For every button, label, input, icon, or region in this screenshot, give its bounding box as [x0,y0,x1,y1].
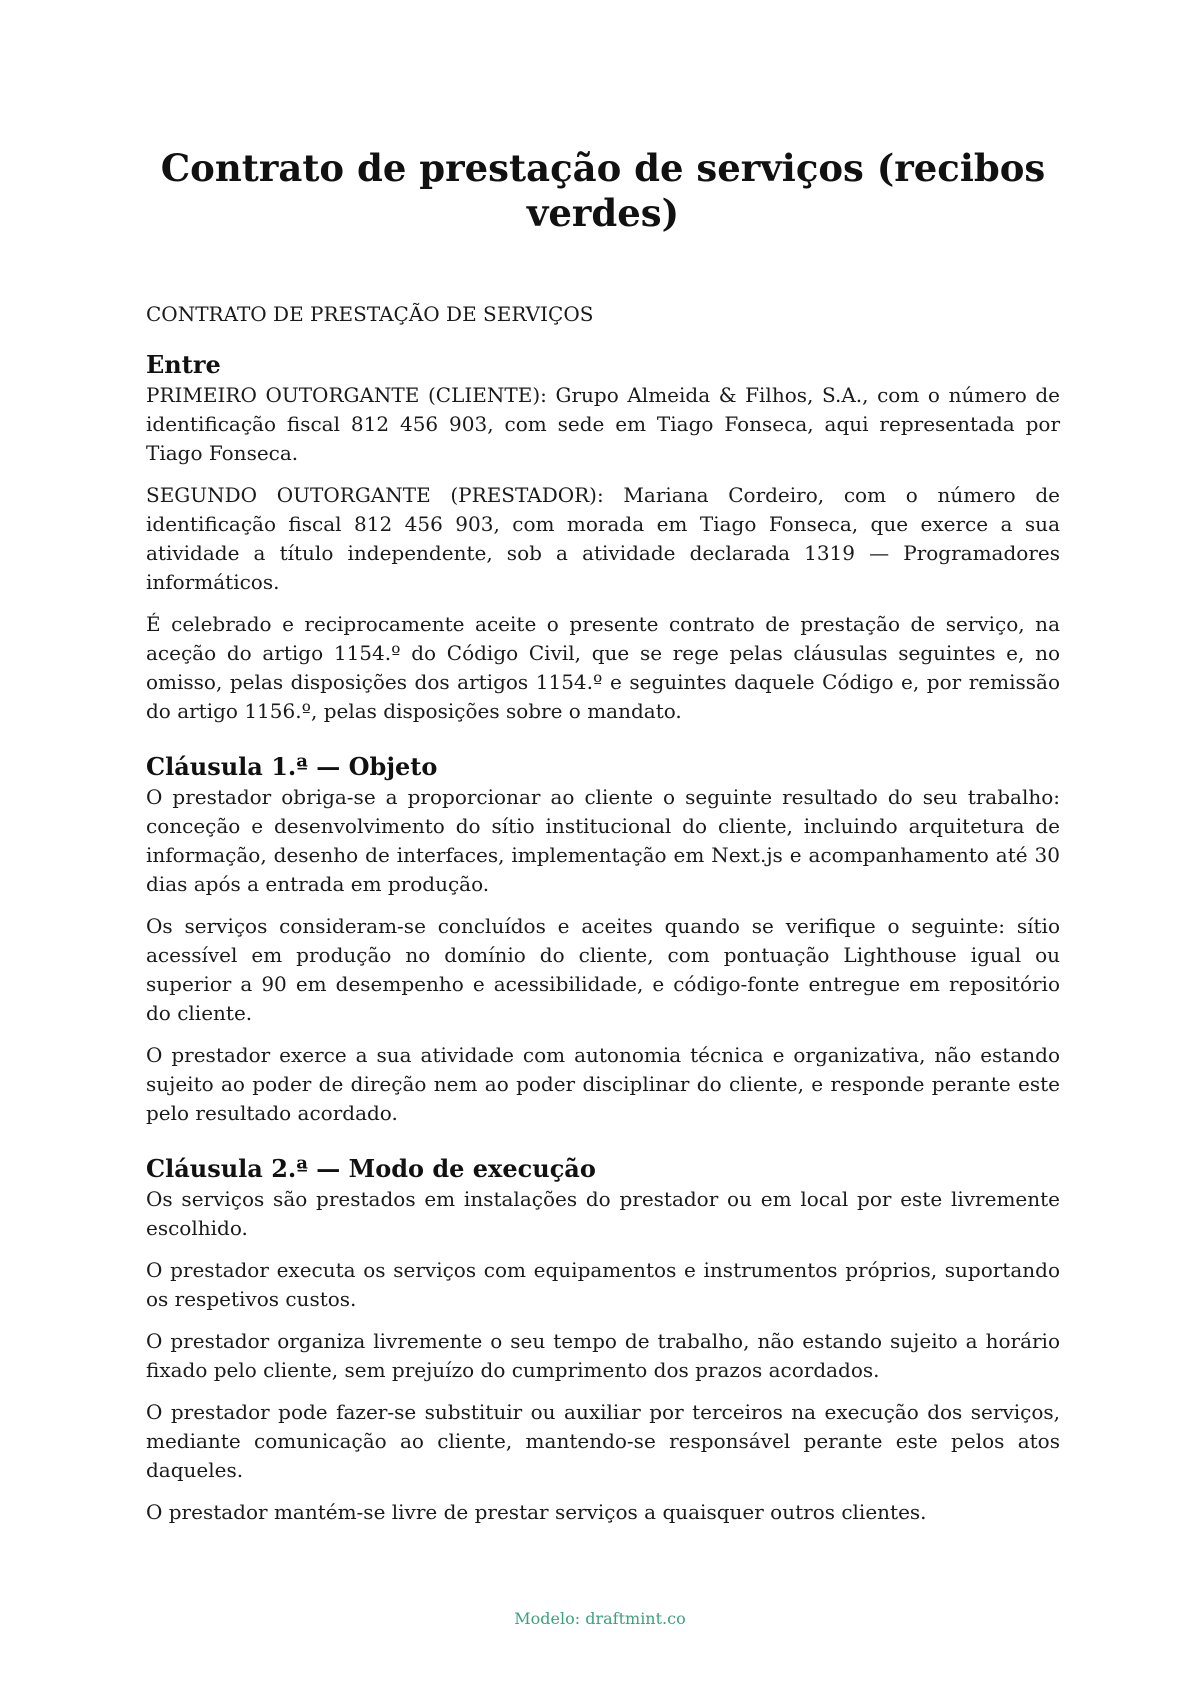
clause-1-section [146,751,1060,1128]
document-page [146,0,1060,1527]
clause-1-paragraph: O prestador obriga-se a proporcionar ao cliente o seguinte resultado do seu trabalho: conceção e desenvolvimento do sítio institucional do cliente, incluindo arquitetura de informação, desenho de interfaces, implementação em Next.js e acompanhamento até 30 dias após a entrada em produção. [146,785,1060,896]
clause-1-paragraph: Os serviços consideram-se concluídos e aceites quando se verifique o seguinte: sítio acessível em produção no domínio do cliente, com pontuação Lighthouse igual ou superior a 90 em desempenho e acessibilidade, e código-fonte entregue em repositório do cliente. [146,914,1060,1025]
parties-section [146,349,1060,726]
party-second-paragraph: SEGUNDO OUTORGANTE (PRESTADOR): Mariana Cordeiro, com o número de identificação fiscal 812 456 903, com morada em Tiago Fonseca, que exerce a sua atividade a título independente, sob a atividade declarada 1319 — Programadores informáticos. [146,483,1060,594]
clause-2-section [146,1153,1060,1527]
clause-2-paragraph: O prestador mantém-se livre de prestar serviços a quaisquer outros clientes. [146,1500,927,1524]
agreement-paragraph: É celebrado e reciprocamente aceite o presente contrato de prestação de serviço, na aceção do artigo 1154.º do Código Civil, que se rege pelas cláusulas seguintes e, no omisso, pelas disposições dos artigos 1154.º e seguintes daquele Código e, por remissão do artigo 1156.º, pelas disposições sobre o mandato. [146,612,1060,723]
document-subtitle: CONTRATO DE PRESTAÇÃO DE SERVIÇOS [146,302,594,326]
clause-2-heading: Cláusula 2.ª — Modo de execução [146,1154,596,1183]
parties-heading: Entre [146,350,221,379]
clause-2-paragraph: Os serviços são prestados em instalações do prestador ou em local por este livremente escolhido. [146,1187,1060,1240]
clause-2-paragraph: O prestador pode fazer-se substituir ou auxiliar por terceiros na execução dos serviços, mediante comunicação ao cliente, mantendo-se responsável perante este pelos atos daqueles. [146,1400,1060,1482]
clause-2-paragraph: O prestador organiza livremente o seu tempo de trabalho, não estando sujeito a horário fixado pelo cliente, sem prejuízo do cumprimento dos prazos acordados. [146,1329,1060,1382]
document-title: Contrato de prestação de serviços (recibos verdes) [160,146,1046,235]
clause-2-paragraph: O prestador executa os serviços com equipamentos e instrumentos próprios, suportando os respetivos custos. [146,1258,1060,1311]
party-first-paragraph: PRIMEIRO OUTORGANTE (CLIENTE): Grupo Almeida & Filhos, S.A., com o número de identificação fiscal 812 456 903, com sede em Tiago Fonseca, aqui representada por Tiago Fonseca. [146,383,1060,465]
clause-1-paragraph: O prestador exerce a sua atividade com autonomia técnica e organizativa, não estando sujeito ao poder de direção nem ao poder disciplinar do cliente, e responde perante este pelo resultado acordado. [146,1043,1060,1125]
clause-1-heading: Cláusula 1.ª — Objeto [146,752,438,781]
footer-template-credit: Modelo: draftmint.co [514,1609,686,1628]
